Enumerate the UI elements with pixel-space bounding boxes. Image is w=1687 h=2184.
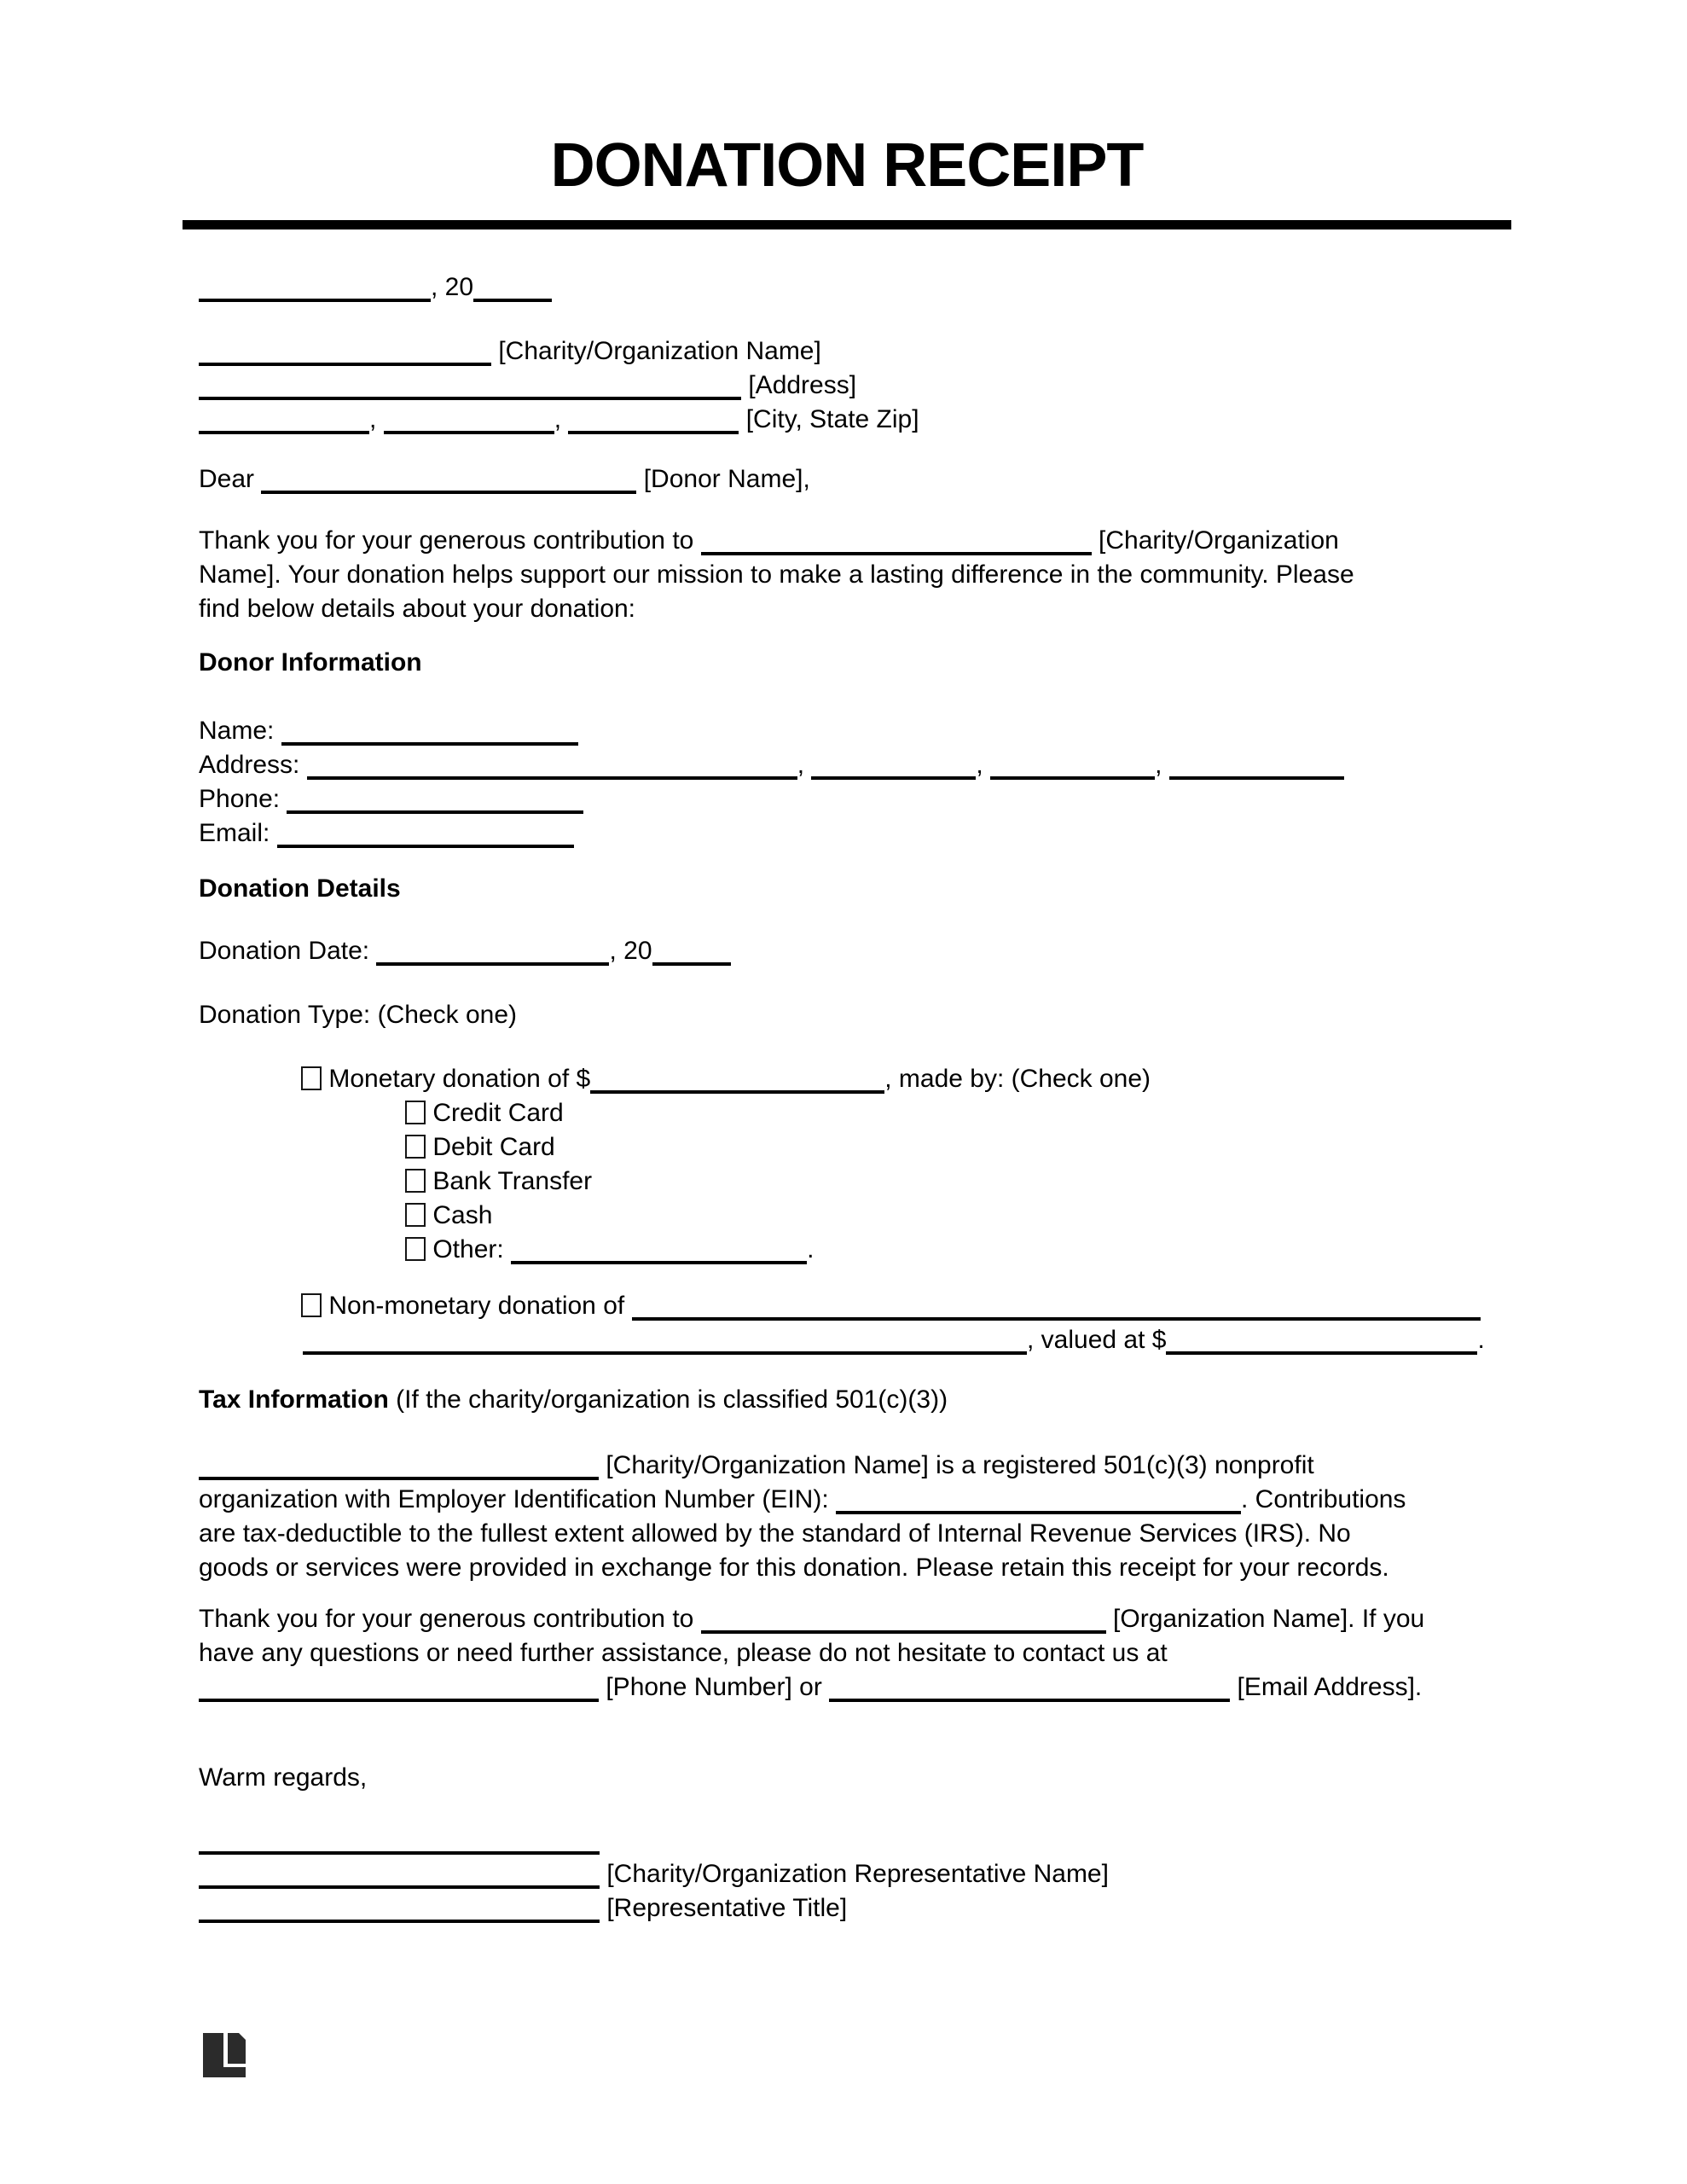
monetary-suffix: , made by: (Check one) <box>884 1065 1151 1093</box>
debit-card-label: Debit Card <box>432 1133 555 1161</box>
closing-org-blank[interactable] <box>701 1608 1106 1634</box>
address-label: Address: <box>199 751 300 779</box>
valued-at-label: , valued at $ <box>1027 1326 1167 1354</box>
rep-name-blank[interactable] <box>199 1863 600 1889</box>
comma: , <box>1155 751 1162 779</box>
method-cash <box>199 1199 1516 1233</box>
checkbox-credit-card[interactable] <box>405 1101 426 1124</box>
tax-info-heading <box>199 1383 1516 1417</box>
donation-date-label: Donation Date: <box>199 937 370 965</box>
period: . <box>1477 1326 1485 1354</box>
nonmonetary-value-blank[interactable] <box>1166 1329 1477 1355</box>
closing-paragraph <box>199 1602 1516 1705</box>
tax-paragraph <box>199 1449 1516 1585</box>
donation-date-line <box>199 934 1516 968</box>
monetary-label: Monetary donation of $ <box>328 1065 591 1093</box>
intro-line-1 <box>199 524 1516 558</box>
org-name-line <box>199 334 1516 369</box>
tax-line-3: are tax-deductible to the fullest extent allowed by the standard of Internal Revenue Services (IRS). No <box>199 1519 1351 1548</box>
checkbox-bank-transfer[interactable] <box>405 1169 426 1193</box>
checkbox-monetary[interactable] <box>301 1066 322 1090</box>
credit-card-label: Credit Card <box>432 1099 564 1127</box>
date-blank[interactable] <box>199 276 431 302</box>
ein-suffix: . Contributions <box>1241 1485 1406 1513</box>
intro-text: Thank you for your generous contribution to <box>199 526 694 555</box>
name-blank[interactable] <box>281 720 578 746</box>
tax-line-2 <box>199 1483 1516 1517</box>
method-other <box>199 1233 1516 1267</box>
bank-transfer-label: Bank Transfer <box>432 1167 593 1195</box>
tax-heading-bold: Tax Information <box>199 1385 389 1414</box>
org-name-label: [Charity/Organization Name] <box>498 337 821 365</box>
email-blank[interactable] <box>277 822 574 848</box>
signature-blank[interactable] <box>199 1829 600 1855</box>
checkbox-cash[interactable] <box>405 1203 426 1227</box>
method-debit-card <box>199 1130 1516 1165</box>
donor-name-label: [Donor Name], <box>643 465 810 493</box>
comma: , <box>976 751 983 779</box>
org-city-blank-1[interactable] <box>199 409 369 434</box>
donation-date-blank[interactable] <box>376 940 609 966</box>
legal-templates-logo <box>203 2033 246 2087</box>
address-blank-1[interactable] <box>307 754 797 780</box>
nonmonetary-desc-blank-2[interactable] <box>303 1329 1027 1355</box>
nonmonetary-option-line <box>199 1289 1516 1323</box>
nonmonetary-desc-blank-1[interactable] <box>632 1295 1481 1321</box>
intro-line-3: find below details about your donation: <box>199 595 636 623</box>
tax-line-4: goods or services were provided in exchange for this donation. Please retain this receipt for your records. <box>199 1554 1389 1582</box>
rep-title-label: [Representative Title] <box>606 1894 848 1922</box>
checkbox-other[interactable] <box>405 1237 426 1261</box>
ein-text: organization with Employer Identification Number (EIN): <box>199 1485 829 1513</box>
other-label: Other: <box>432 1235 504 1263</box>
tax-org-label: [Charity/Organization Name] is a registered 501(c)(3) nonprofit <box>606 1451 1314 1479</box>
closing-org-label: [Organization Name]. If you <box>1113 1605 1425 1633</box>
donation-type-line: Donation Type: (Check one) <box>199 1001 517 1029</box>
donation-details-heading: Donation Details <box>199 874 401 903</box>
ein-blank[interactable] <box>836 1489 1241 1514</box>
closing-line-3 <box>199 1670 1516 1705</box>
tax-line-1 <box>199 1449 1516 1483</box>
org-city-label: [City, State Zip] <box>745 405 919 433</box>
date-year-prefix: , 20 <box>431 273 474 301</box>
donor-phone-line <box>199 782 1516 816</box>
name-label: Name: <box>199 717 275 745</box>
donation-year-prefix: , 20 <box>609 937 652 965</box>
checkbox-nonmonetary[interactable] <box>301 1293 322 1317</box>
rep-title-blank[interactable] <box>199 1897 600 1923</box>
tax-org-name-blank[interactable] <box>199 1455 599 1480</box>
org-city-line <box>199 403 1516 437</box>
intro-line-2: Name]. Your donation helps support our mission to make a lasting difference in the community. Please <box>199 561 1354 589</box>
org-address-line <box>199 369 1516 403</box>
year-blank[interactable] <box>473 276 552 302</box>
donor-address-line <box>199 748 1516 782</box>
monetary-option-line <box>199 1062 1516 1096</box>
other-method-blank[interactable] <box>511 1239 807 1264</box>
title-rule <box>183 220 1511 229</box>
donation-year-blank[interactable] <box>652 940 731 966</box>
rep-name-label: [Charity/Organization Representative Name] <box>606 1860 1109 1888</box>
donor-name-line <box>199 714 1516 748</box>
org-city-blank-3[interactable] <box>568 409 739 434</box>
org-address-blank[interactable] <box>199 375 741 400</box>
org-name-blank[interactable] <box>199 340 491 366</box>
closing-line-2: have any questions or need further assistance, please do not hesitate to contact us at <box>199 1639 1168 1667</box>
intro-org-blank[interactable] <box>701 530 1092 555</box>
closing-line-1 <box>199 1602 1516 1636</box>
closing-text: Thank you for your generous contribution to <box>199 1605 694 1633</box>
cash-label: Cash <box>432 1201 493 1229</box>
comma: , <box>797 751 805 779</box>
org-city-blank-2[interactable] <box>384 409 554 434</box>
intro-paragraph <box>199 524 1516 626</box>
rep-name-line <box>199 1857 1516 1891</box>
donor-email-line <box>199 816 1516 851</box>
contact-phone-blank[interactable] <box>199 1676 599 1702</box>
signature-line <box>199 1823 1516 1857</box>
email-label: Email: <box>199 819 270 847</box>
method-bank-transfer <box>199 1165 1516 1199</box>
nonmonetary-value-line <box>199 1323 1516 1357</box>
phone-number-label: [Phone Number] or <box>606 1673 822 1701</box>
phone-label: Phone: <box>199 785 281 813</box>
tax-heading-rest: (If the charity/organization is classified 501(c)(3)) <box>396 1385 948 1414</box>
period: . <box>807 1235 815 1263</box>
page-title: DONATION RECEIPT <box>550 131 1144 200</box>
monetary-amount-blank[interactable] <box>590 1068 884 1094</box>
donor-info-heading: Donor Information <box>199 648 422 677</box>
checkbox-debit-card[interactable] <box>405 1135 426 1159</box>
rep-title-line <box>199 1891 1516 1926</box>
email-address-label: [Email Address]. <box>1237 1673 1423 1701</box>
contact-email-blank[interactable] <box>829 1676 1230 1702</box>
donor-name-blank[interactable] <box>261 468 636 494</box>
letter-date-line <box>199 270 1516 305</box>
address-blank-2[interactable] <box>811 754 976 780</box>
address-blank-4[interactable] <box>1169 754 1344 780</box>
phone-blank[interactable] <box>287 788 583 814</box>
warm-regards-line: Warm regards, <box>199 1763 368 1792</box>
nonmonetary-label: Non-monetary donation of <box>328 1292 625 1320</box>
org-address-label: [Address] <box>748 371 857 399</box>
comma: , <box>554 405 562 433</box>
signature-block <box>199 1823 1516 1926</box>
comma: , <box>369 405 377 433</box>
logo-icon <box>203 2033 246 2077</box>
intro-org-label: [Charity/Organization <box>1099 526 1339 555</box>
salutation-line <box>199 462 1516 497</box>
method-credit-card <box>199 1096 1516 1130</box>
dear-text: Dear <box>199 465 255 493</box>
address-blank-3[interactable] <box>990 754 1155 780</box>
